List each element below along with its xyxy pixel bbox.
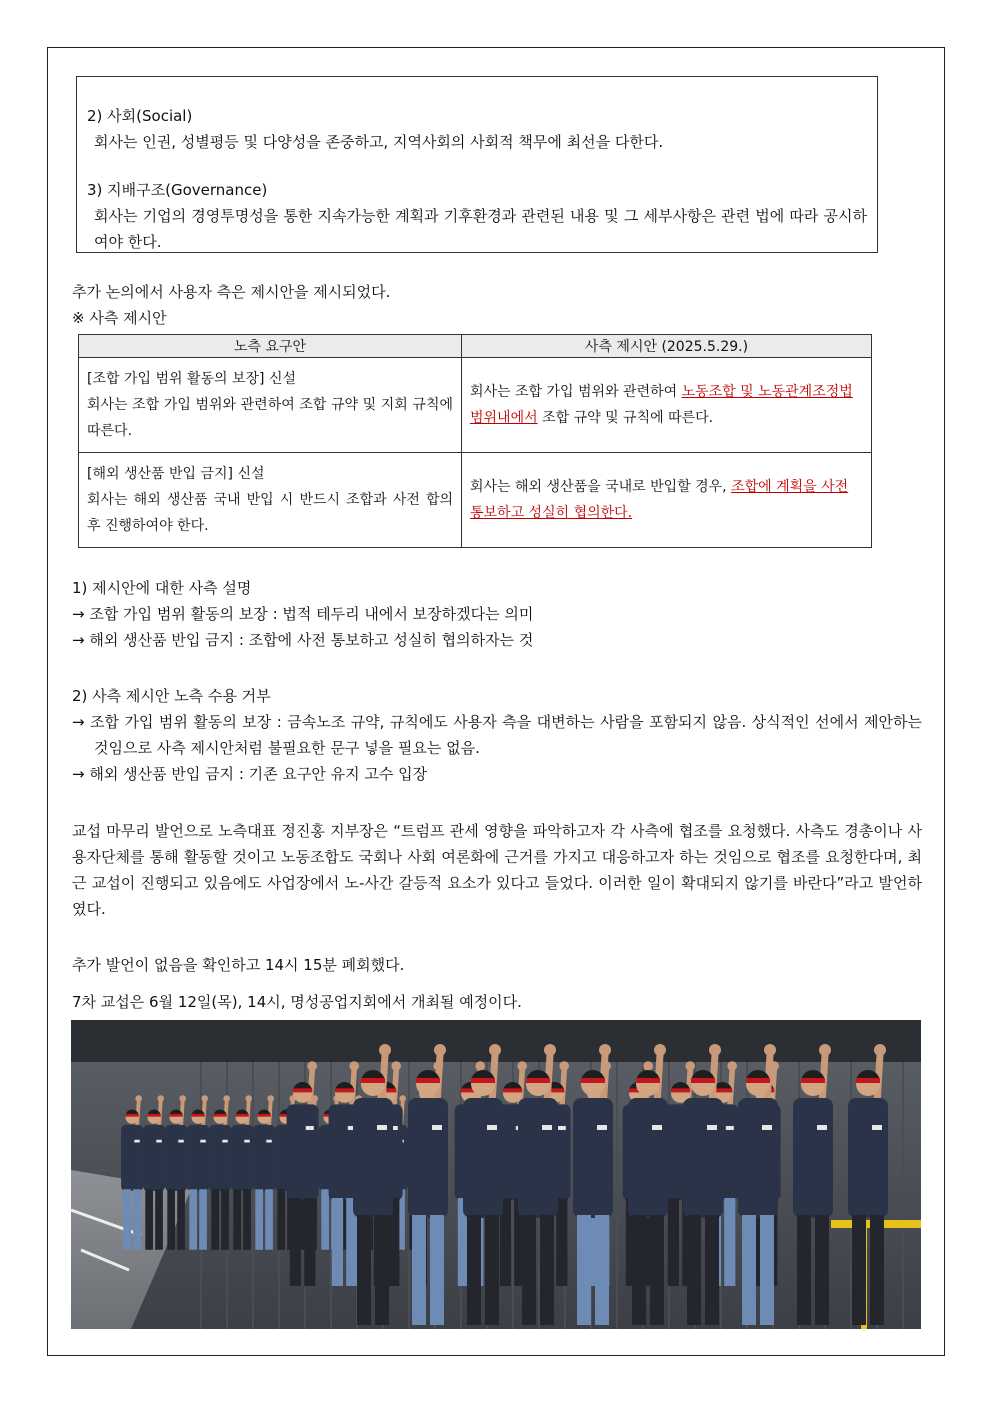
demand-text: 회사는 조합 가입 범위와 관련하여 조합 규약 및 지회 규칙에 따른다. bbox=[87, 397, 453, 439]
header-union-demand: 노측 요구안 bbox=[79, 335, 462, 358]
proposal-text-end: 조합 규약 및 규칙에 따른다. bbox=[537, 410, 714, 426]
refusal-item: → 조합 가입 범위 활동의 보장 : 금속노조 규약, 규칙에도 사용자 측을 대변하는 사람을 포함되지 않음. 상식적인 선에서 제안하는 것임으로 사측 제시안처럼 불필요한 문구 넣을 필요는 없음. bbox=[72, 713, 922, 757]
social-heading: 2) 사회(Social) bbox=[87, 107, 193, 125]
union-demand-cell bbox=[79, 453, 462, 548]
proposal-title: ※ 사측 제시안 bbox=[72, 309, 167, 327]
proposal-comparison-table bbox=[78, 334, 872, 548]
refusal-item: → 해외 생산품 반입 금지 : 기존 요구안 유지 고수 입장 bbox=[72, 765, 428, 783]
demand-title: [조합 가입 범위 활동의 보장] 신설 bbox=[87, 371, 296, 387]
proposal-text: 회사는 해외 생산품을 국내로 반입할 경우, bbox=[470, 479, 732, 495]
demand-text: 회사는 해외 생산품 국내 반입 시 반드시 조합과 사전 합의 후 진행하여야 한다. bbox=[87, 492, 453, 534]
rally-photo bbox=[71, 1020, 921, 1329]
refusal-heading: 2) 사측 제시안 노측 수용 거부 bbox=[72, 687, 271, 705]
demand-title: [해외 생산품 반입 금지] 신설 bbox=[87, 466, 265, 482]
table-header-row bbox=[79, 335, 872, 358]
table-row bbox=[79, 358, 872, 453]
explanation-heading: 1) 제시안에 대한 사측 설명 bbox=[72, 579, 252, 597]
adjourn-line: 추가 발언이 없음을 확인하고 14시 15분 폐회했다. bbox=[72, 956, 405, 974]
table-row bbox=[79, 453, 872, 548]
social-text: 회사는 인권, 성별평등 및 다양성을 존중하고, 지역사회의 사회적 책무에 최선을 다한다. bbox=[94, 133, 664, 151]
proposal-highlight: 노동조합 및 노동관계조정법 범위내에서 bbox=[470, 384, 853, 426]
union-demand-cell bbox=[79, 358, 462, 453]
esg-clause-box bbox=[76, 76, 878, 253]
company-proposal-cell bbox=[462, 453, 872, 548]
header-company-proposal: 사측 제시안 (2025.5.29.) bbox=[462, 335, 872, 358]
proposal-text: 회사는 조합 가입 범위와 관련하여 bbox=[470, 384, 682, 400]
company-proposal-cell bbox=[462, 358, 872, 453]
proposal-highlight: 조합에 계획을 사전 통보하고 성실히 협의한다. bbox=[470, 479, 849, 521]
rally-photo-illustration bbox=[71, 1020, 921, 1329]
governance-text: 회사는 기업의 경영투명성을 통한 지속가능한 계획과 기후환경과 관련된 내용 및 그 세부사항은 관련 법에 따라 공시하여야 한다. bbox=[94, 207, 867, 251]
explanation-section bbox=[72, 575, 922, 653]
governance-heading: 3) 지배구조(Governance) bbox=[87, 181, 268, 199]
closing-remarks: 교섭 마무리 발언으로 노측대표 정진홍 지부장은 “트럼프 관세 영향을 파악하고자 각 사측에 협조를 요청했다. 사측도 경총이나 사용자단체를 통해 활동할 것이고 노동조합도 국회나 사회 여론화에 근거를 가지고 대응하고자 하는 것임으로 협조를 요청한다며, 최근 교섭이 진행되고 있음에도 사업장에서 노-사간 갈등적 요소가 있다고 들었다. 이러한 일이 확대되지 않기를 바란다”라고 발언하였다. bbox=[72, 822, 922, 918]
intro-line: 추가 논의에서 사용자 측은 제시안을 제시되었다. bbox=[72, 283, 391, 301]
refusal-section bbox=[72, 683, 922, 787]
explanation-item: → 조합 가입 범위 활동의 보장 : 법적 테두리 내에서 보장하겠다는 의미 bbox=[72, 605, 534, 623]
explanation-item: → 해외 생산품 반입 금지 : 조합에 사전 통보하고 성실히 협의하자는 것 bbox=[72, 631, 534, 649]
next-meeting-line: 7차 교섭은 6월 12일(목), 14시, 명성공업지회에서 개최될 예정이다. bbox=[72, 993, 522, 1011]
